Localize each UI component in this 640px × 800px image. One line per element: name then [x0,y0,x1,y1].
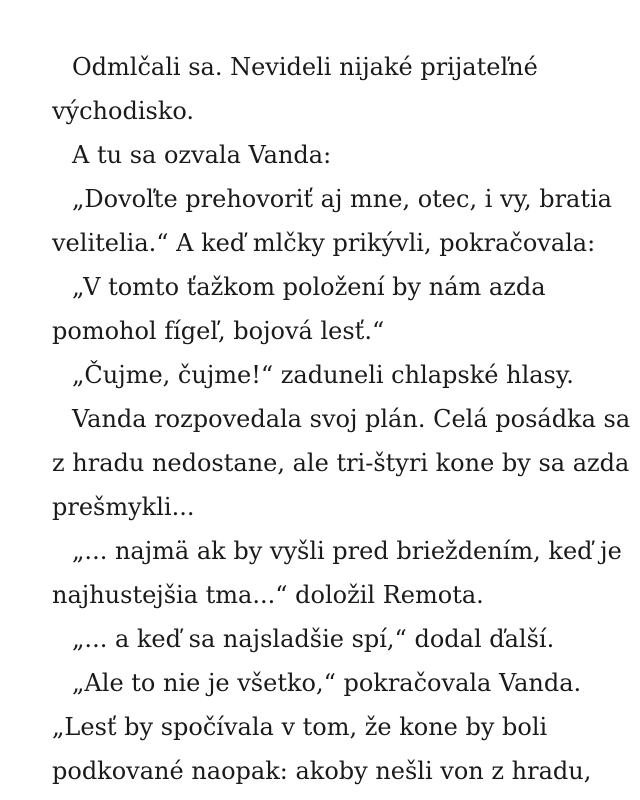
text-line: „Dovoľte prehovoriť aj mne, otec, i vy, bratia [72,185,612,213]
body-text [52,45,631,793]
text-line: Odmlčali sa. Nevideli nijaké prijateľné [72,53,538,81]
text-line: „Ale to nie je všetko,“ pokračovala Vanda. [72,669,582,697]
text-line: „Lesť by spočívala v tom, že kone by boli [52,713,548,741]
text-line: „... najmä ak by vyšli pred brieždením, keď je [72,537,622,565]
text-line: velitelia.“ A keď mlčky prikývli, pokračovala: [52,229,596,257]
text-line: „V tomto ťažkom položení by nám azda [72,273,546,301]
text-line: pomohol fígeľ, bojová lesť.“ [52,317,385,345]
text-line: východisko. [52,97,195,125]
text-line: najhustejšia tma...“ doložil Remota. [52,581,484,609]
text-line: podkované naopak: akoby nešli von z hradu, [52,757,592,785]
text-line: A tu sa ozvala Vanda: [72,141,332,169]
text-line: prešmykli... [52,493,195,521]
text-line: „Čujme, čujme!“ zaduneli chlapské hlasy. [72,361,574,389]
text-line: „... a keď sa najsladšie spí,“ dodal ďalší. [72,625,555,653]
text-line: z hradu nedostane, ale tri-štyri kone by sa azda [52,449,630,477]
text-line: Vanda rozpovedala svoj plán. Celá posádka sa [72,405,631,433]
